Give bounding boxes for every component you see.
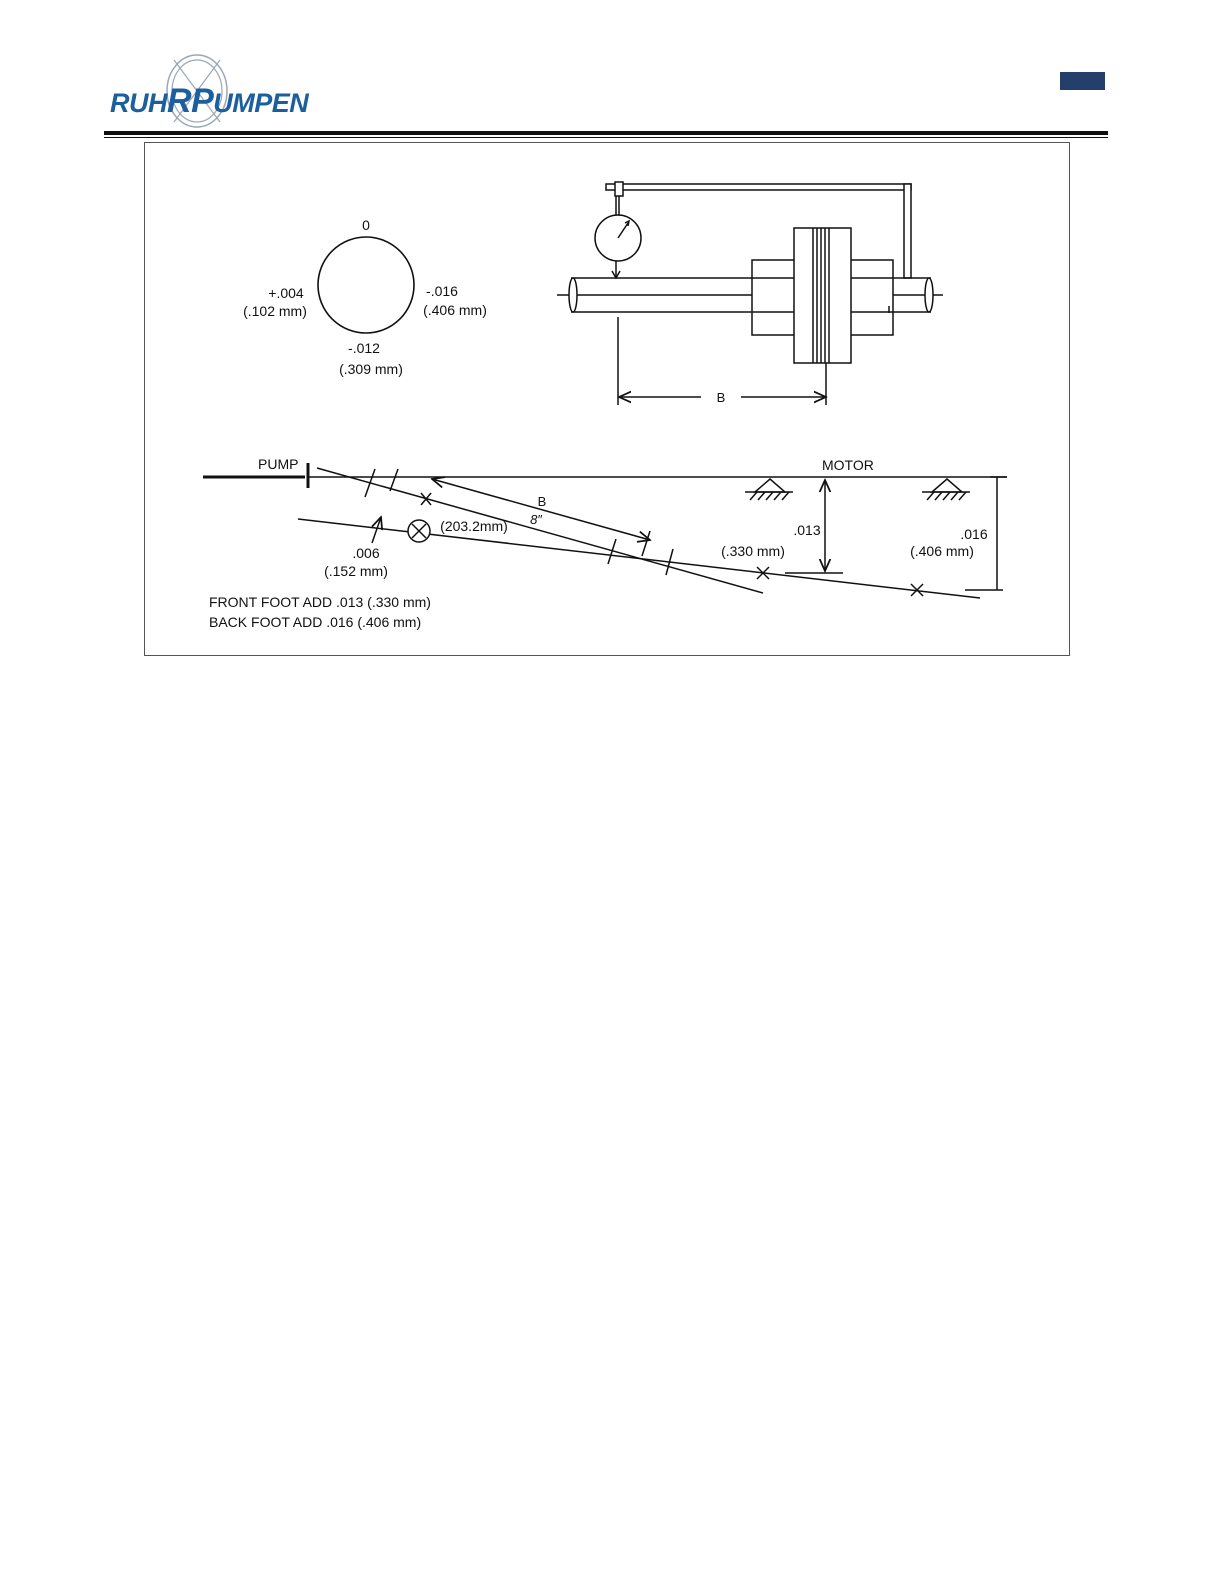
bracket-bar (606, 184, 911, 190)
motor-shaft-projection (298, 519, 980, 598)
setup-dim-b-label: B (716, 390, 726, 405)
graph-b-inches: 8″ (530, 512, 542, 527)
reading-bottom-mm: (.309 mm) (339, 361, 403, 377)
front-foot-note: FRONT FOOT ADD .013 (.330 mm) (209, 594, 431, 610)
graph-b-label: B (537, 494, 547, 509)
alignment-diagram (145, 143, 1071, 657)
company-logo (104, 50, 334, 132)
bracket-clamp (615, 182, 623, 196)
motor-label: MOTOR (822, 457, 874, 473)
reading-left-value: +.004 (268, 285, 304, 301)
alignment-figure (144, 142, 1070, 656)
pump-label: PUMP (258, 456, 299, 472)
dial-readings (243, 217, 487, 377)
back-foot-value: .016 (960, 526, 988, 542)
coupling-flange (794, 228, 851, 363)
reading-bottom-value: -.012 (348, 340, 380, 356)
bracket-post (904, 184, 911, 278)
logo-wordmark: RUHRPUMPEN (110, 82, 309, 120)
front-foot-support (755, 479, 785, 492)
header-rule-thin (104, 137, 1108, 138)
reading-right-value: -.016 (426, 283, 458, 299)
reading-right-mm: (.406 mm) (423, 302, 487, 318)
reading-circle (318, 237, 414, 333)
offset-value: .006 (352, 545, 380, 561)
front-foot-mm: (.330 mm) (721, 543, 785, 559)
back-foot-mm: (.406 mm) (910, 543, 974, 559)
offset-mm: (.152 mm) (324, 563, 388, 579)
header-rule (104, 131, 1108, 135)
back-foot-note: BACK FOOT ADD .016 (.406 mm) (209, 614, 422, 630)
reading-top: 0 (362, 217, 370, 233)
front-foot-value: .013 (793, 522, 821, 538)
graph-b-mm: (203.2mm) (440, 518, 508, 534)
reading-left-mm: (.102 mm) (243, 303, 307, 319)
indicator-setup (557, 182, 943, 405)
page-number-tab (1060, 72, 1105, 90)
back-foot-support (932, 479, 962, 492)
